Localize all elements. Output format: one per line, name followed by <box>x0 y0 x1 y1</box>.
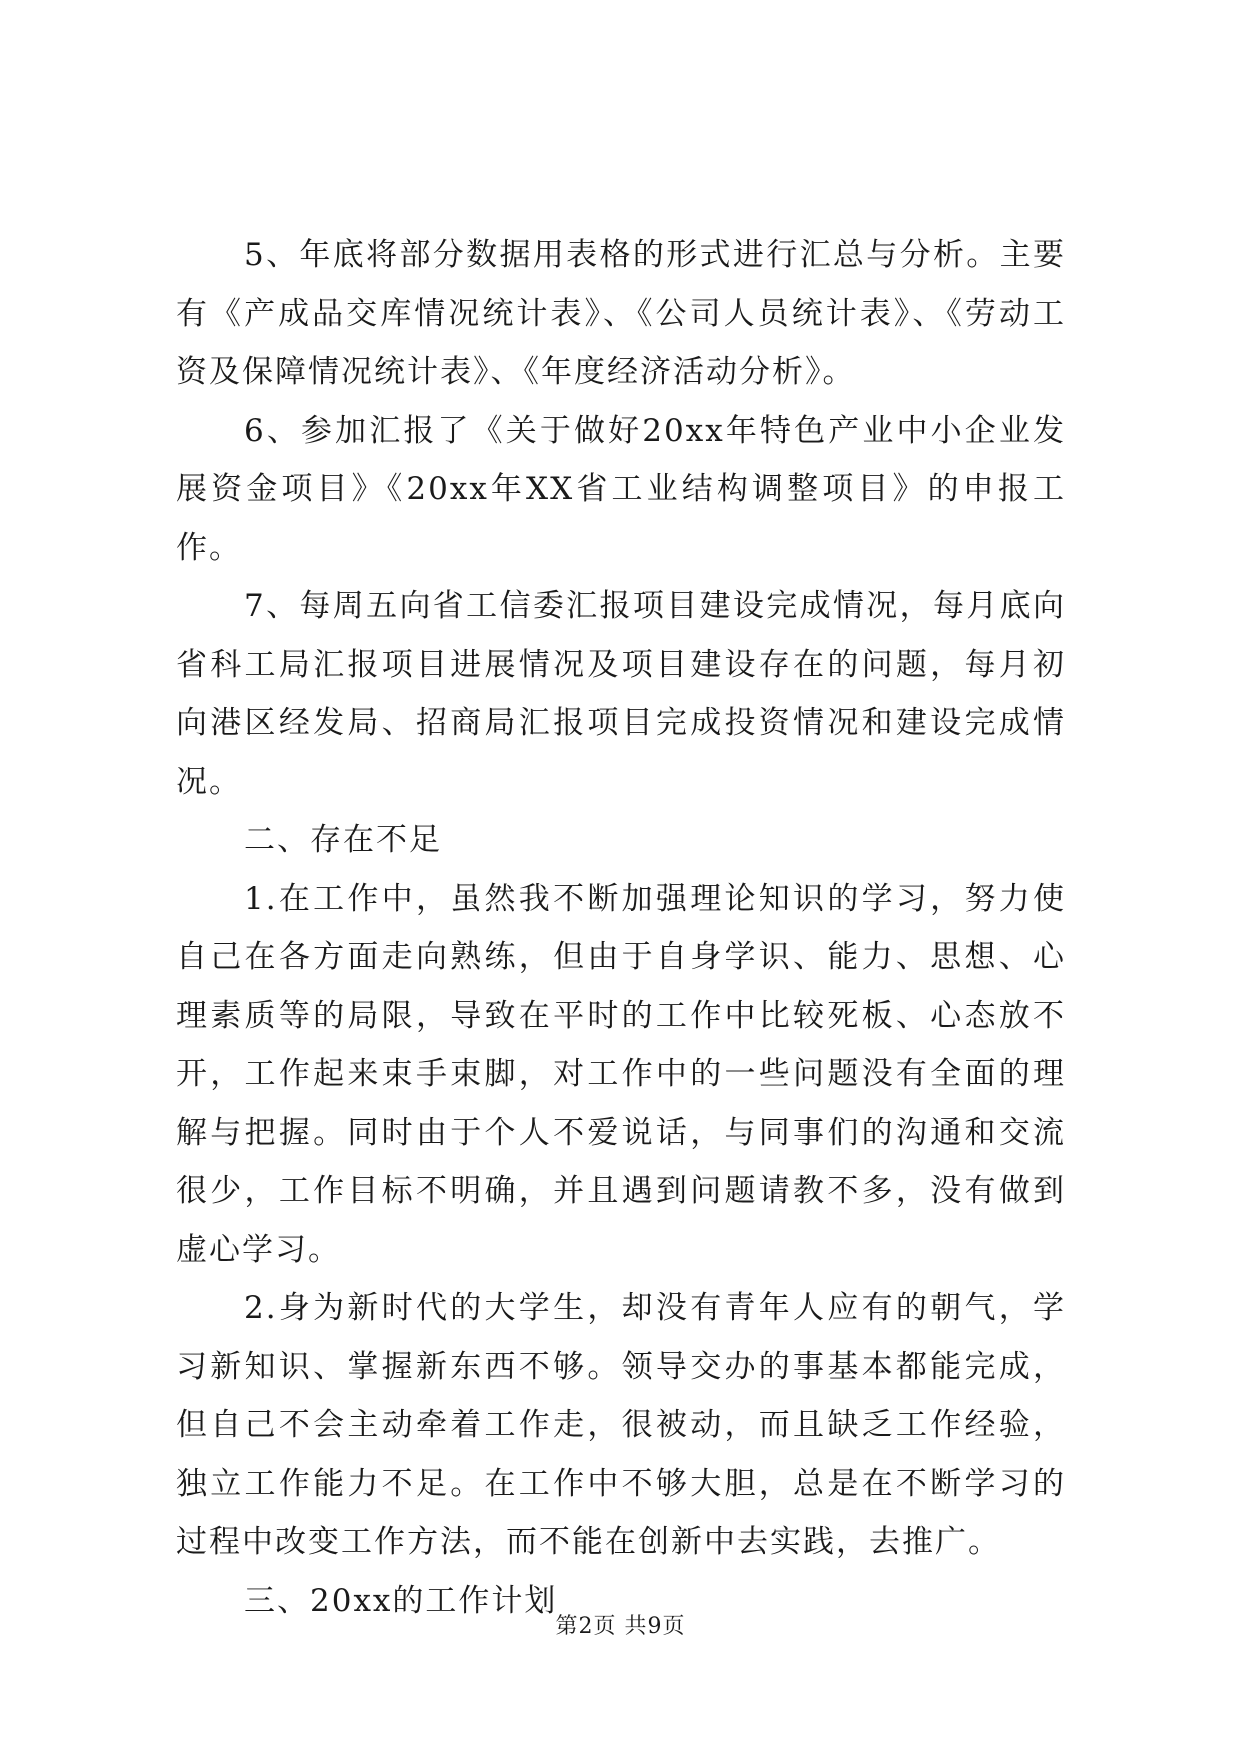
section-heading-work-plan: 三、20xx的工作计划 <box>244 1582 558 1619</box>
paragraph-item-5: 5、年底将部分数据用表格的形式进行汇总与分析。主要有《产成品交库情况统计表》、《公司人员统计表》、《劳动工资及保障情况统计表》、《年度经济活动分析》。 <box>176 237 1066 390</box>
paragraph-shortcoming-2: 2.身为新时代的大学生，却没有青年人应有的朝气，学习新知识、掌握新东西不够。领导交办的事基本都能完成，但自己不会主动牵着工作走，很被动，而且缺乏工作经验，独立工作能力不足。在工作中不够大胆，总是在不断学习的过程中改变工作方法，而不能在创新中去实践，去推广。 <box>176 1290 1066 1560</box>
paragraph-item-7: 7、每周五向省工信委汇报项目建设完成情况，每月底向省科工局汇报项目进展情况及项目建设存在的问题，每月初向港区经发局、招商局汇报项目完成投资情况和建设完成情况。 <box>176 588 1066 800</box>
paragraph-item-6: 6、参加汇报了《关于做好20xx年特色产业中小企业发展资金项目》《20xx年XX省工业结构调整项目》的申报工作。 <box>176 412 1066 566</box>
paragraph-shortcoming-1: 1.在工作中，虽然我不断加强理论知识的学习，努力使自己在各方面走向熟练，但由于自身学识、能力、思想、心理素质等的局限，导致在平时的工作中比较死板、心态放不开，工作起来束手束脚，对工作中的一些问题没有全面的理解与把握。同时由于个人不爱说话，与同事们的沟通和交流很少，工作目标不明确，并且遇到问题请教不多，没有做到虚心学习。 <box>176 880 1066 1268</box>
section-heading-shortcomings: 二、存在不足 <box>244 822 442 858</box>
document-body <box>176 226 1066 1630</box>
page-footer: 第2页 共9页 <box>555 1614 686 1639</box>
